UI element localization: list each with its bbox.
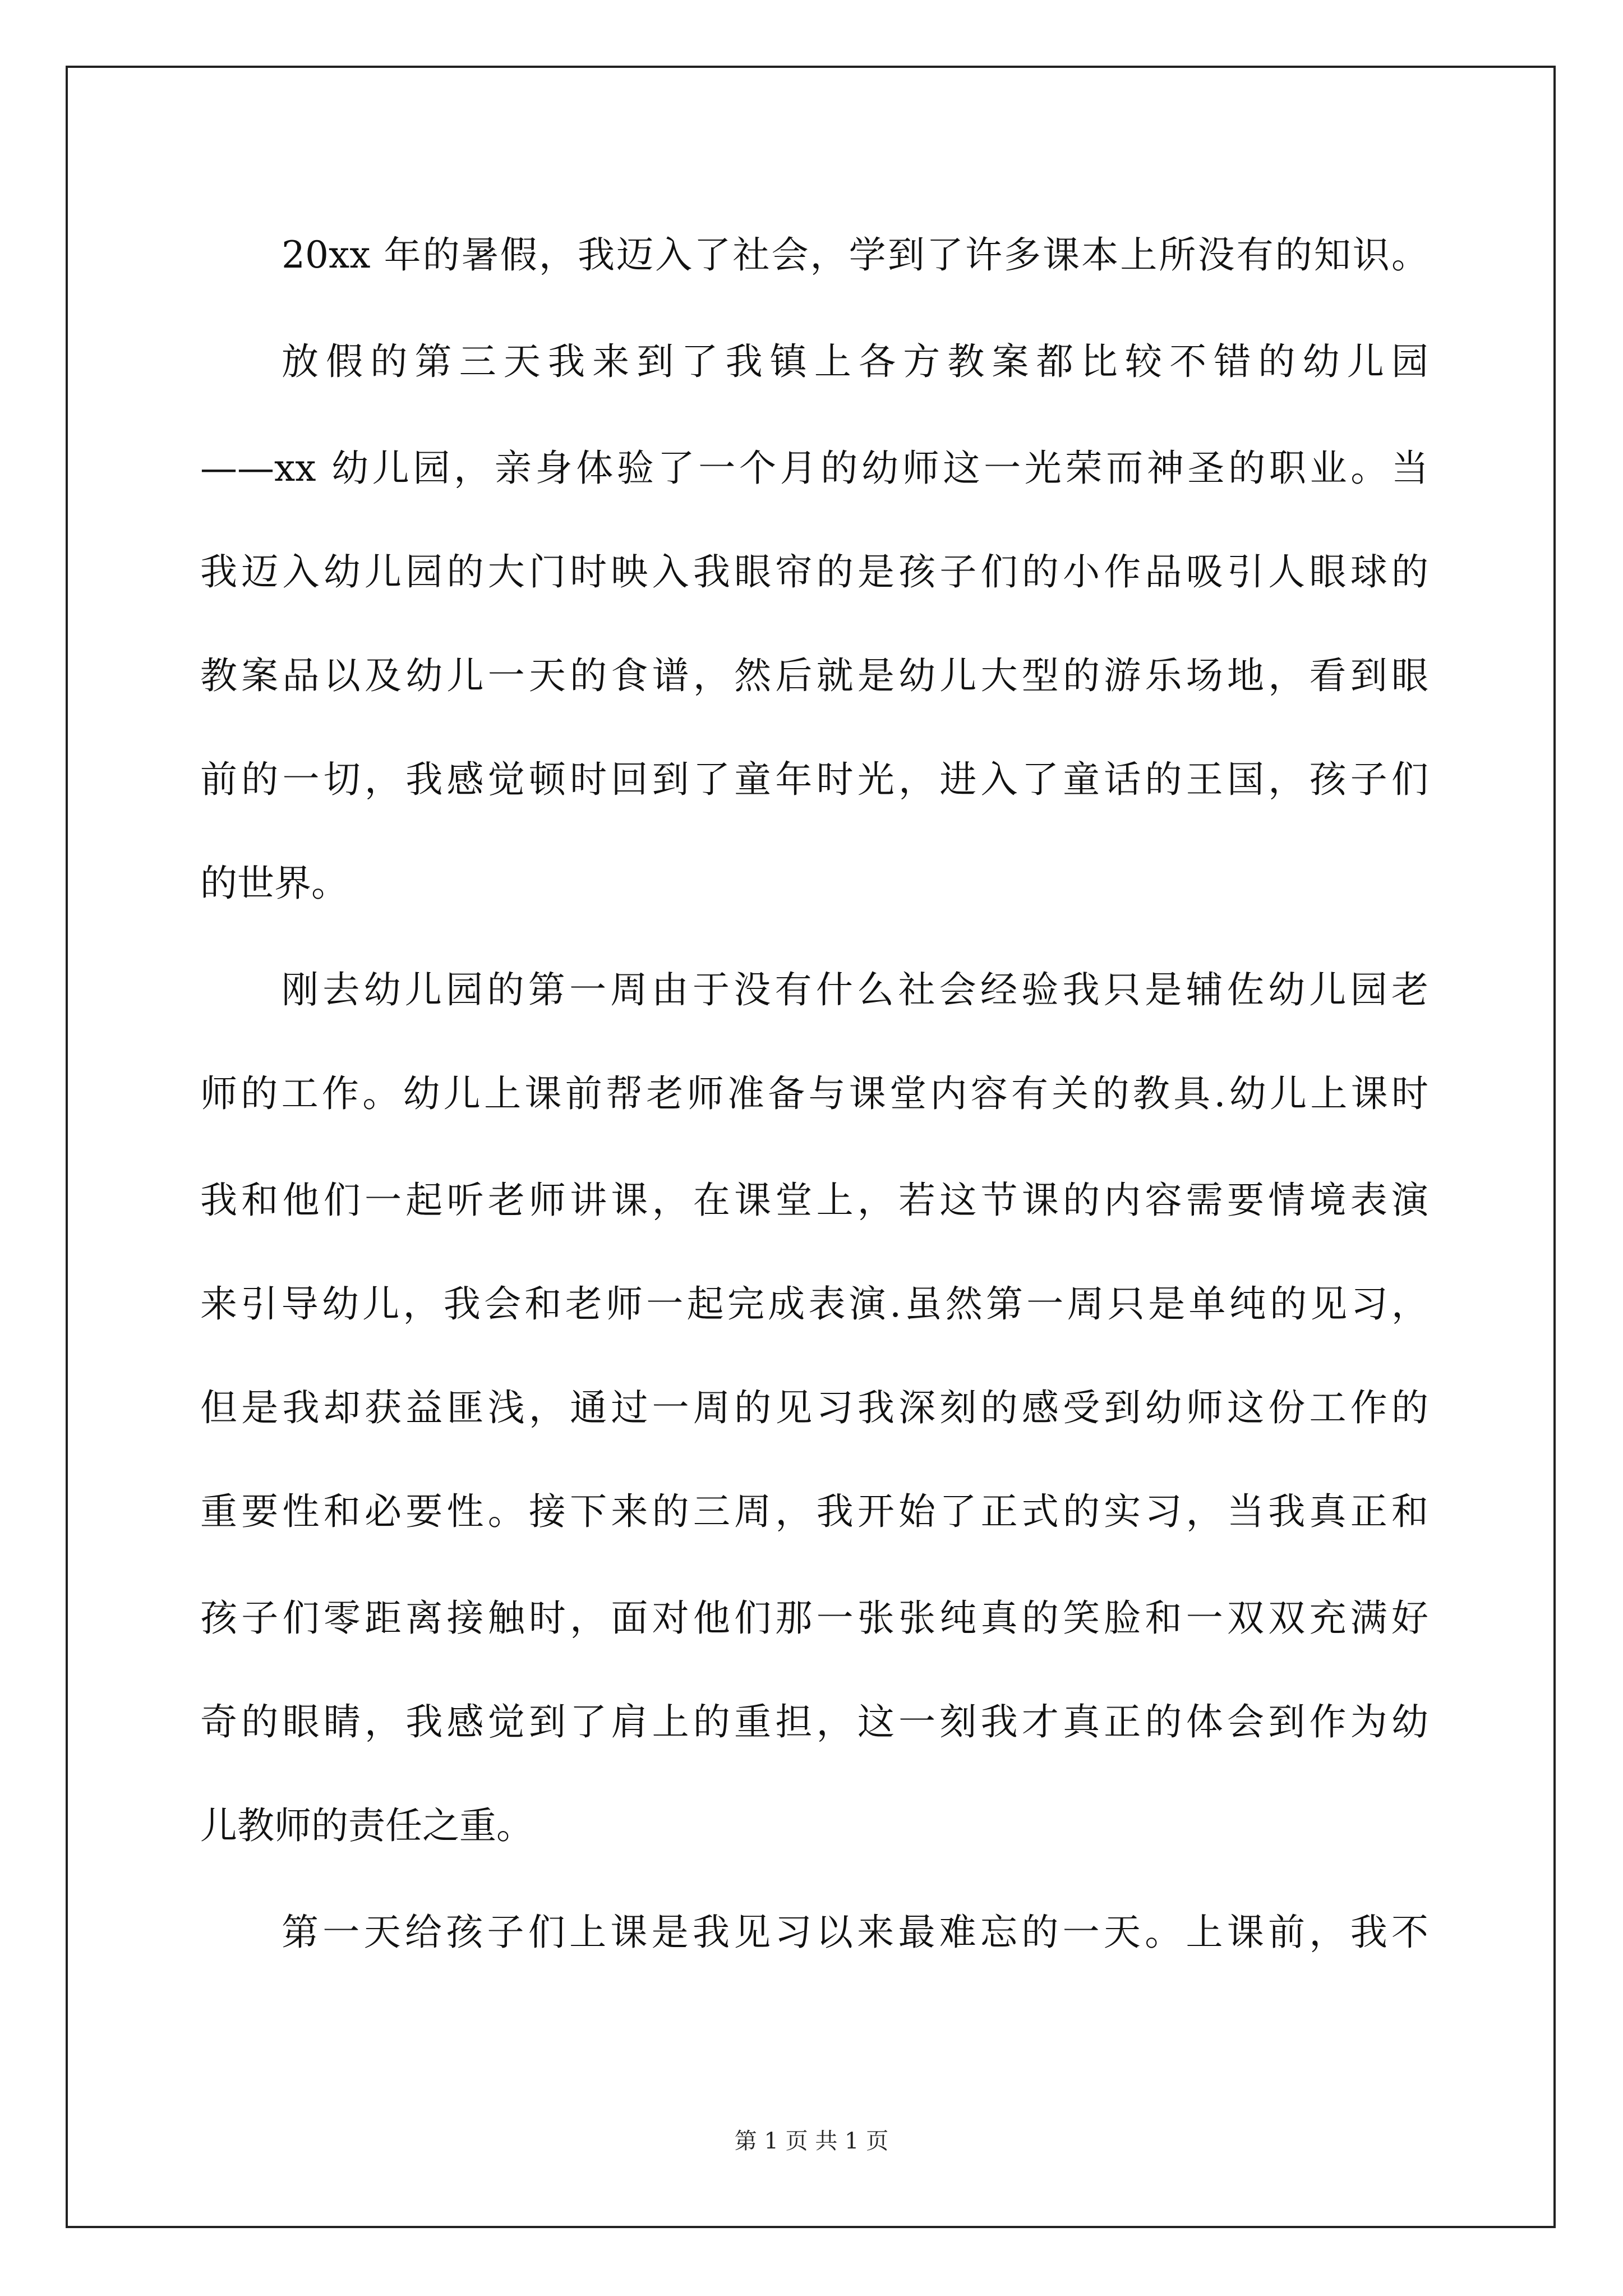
text-line-2: 放假的第三天我来到了我镇上各方教案都比较不错的幼儿园 <box>282 340 1428 383</box>
text-line-11: 来引导幼儿，我会和老师一起完成表演.虽然第一周只是单纯的见习， <box>200 1282 1428 1326</box>
text-line-17: 第一天给孩子们上课是我见习以来最难忘的一天。上课前，我不 <box>282 1911 1428 1954</box>
text-line-1: 20xx 年的暑假，我迈入了社会，学到了许多课本上所没有的知识。 <box>282 233 1428 277</box>
text-line-13: 重要性和必要性。接下来的三周，我开始了正式的实习，当我真正和 <box>200 1490 1428 1533</box>
text-line-10: 我和他们一起听老师讲课，在课堂上，若这节课的内容需要情境表演 <box>200 1179 1428 1222</box>
text-line-15: 奇的眼睛，我感觉到了肩上的重担，这一刻我才真正的体会到作为幼 <box>200 1700 1428 1743</box>
text-line-9: 师的工作。幼儿上课前帮老师准备与课堂内容有关的教具.幼儿上课时 <box>200 1072 1428 1115</box>
text-line-6: 前的一切，我感觉顿时回到了童年时光，进入了童话的王国，孩子们 <box>200 758 1428 801</box>
page-footer: 第 1 页 共 1 页 <box>734 2128 889 2154</box>
text-line-7: 的世界。 <box>200 862 348 905</box>
text-line-3: ——xx 幼儿园，亲身体验了一个月的幼师这一光荣而神圣的职业。当 <box>200 447 1428 490</box>
text-line-12: 但是我却获益匪浅，通过一周的见习我深刻的感受到幼师这份工作的 <box>200 1386 1428 1429</box>
text-line-4: 我迈入幼儿园的大门时映入我眼帘的是孩子们的小作品吸引人眼球的 <box>200 550 1428 593</box>
text-line-14: 孩子们零距离接触时，面对他们那一张张纯真的笑脸和一双双充满好 <box>200 1596 1428 1640</box>
text-line-16: 儿教师的责任之重。 <box>200 1804 533 1847</box>
text-line-8: 刚去幼儿园的第一周由于没有什么社会经验我只是辅佐幼儿园老 <box>282 968 1428 1011</box>
text-line-5: 教案品以及幼儿一天的食谱，然后就是幼儿大型的游乐场地，看到眼 <box>200 654 1428 697</box>
